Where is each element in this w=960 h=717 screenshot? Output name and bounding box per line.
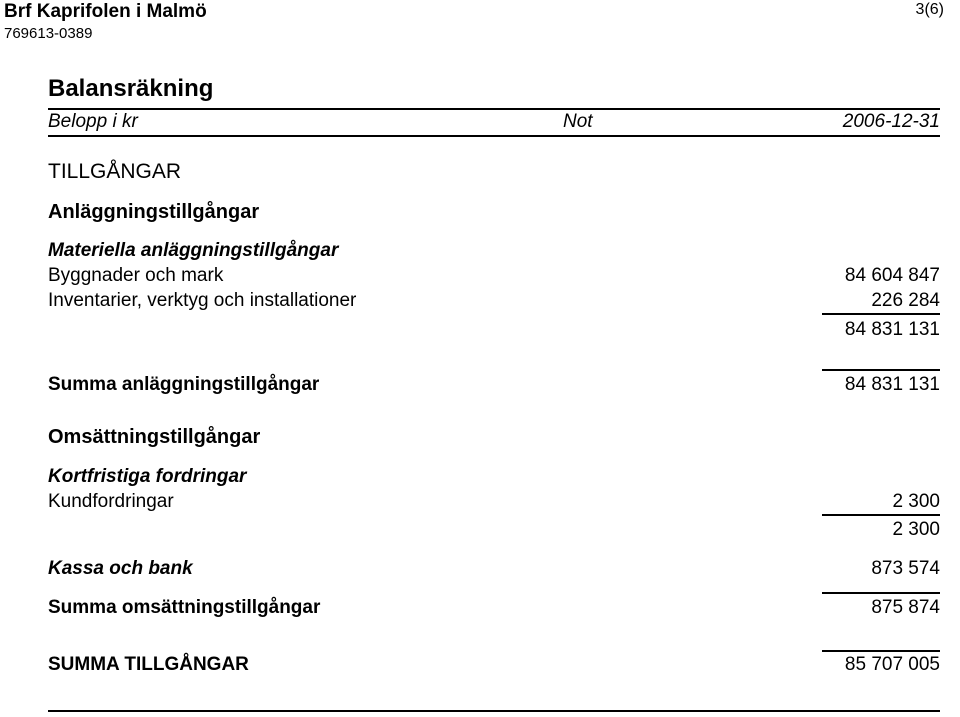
col-amount-label: Belopp i kr	[48, 111, 138, 132]
page-title: Balansräkning	[48, 75, 214, 102]
receivables-heading: Kortfristiga fordringar	[48, 466, 247, 487]
header-rule-top	[48, 108, 940, 110]
grand-total-label: SUMMA TILLGÅNGAR	[48, 654, 249, 675]
line-item-value: 226 284	[871, 290, 940, 311]
col-note-label: Not	[563, 111, 593, 132]
line-item-value: 84 604 847	[844, 265, 940, 286]
company-name: Brf Kaprifolen i Malmö	[4, 1, 207, 22]
org-number: 769613-0389	[4, 25, 93, 42]
bottom-rule	[48, 710, 940, 712]
header-rule-bottom	[48, 135, 940, 137]
total-rule	[822, 592, 940, 594]
line-item-label: Kundfordringar	[48, 491, 174, 512]
current-assets-heading: Omsättningstillgångar	[48, 426, 261, 448]
assets-heading: TILLGÅNGAR	[48, 160, 182, 183]
line-item-label: Inventarier, verktyg och installationer	[48, 290, 357, 311]
total-rule	[822, 369, 940, 371]
current-assets-total-label: Summa omsättningstillgångar	[48, 597, 321, 618]
page-number: 3(6)	[915, 1, 944, 18]
col-date-label: 2006-12-31	[842, 111, 940, 132]
tangible-subtotal: 84 831 131	[844, 319, 940, 340]
line-item-value: 2 300	[892, 491, 940, 512]
grand-total-value: 85 707 005	[844, 654, 940, 675]
subtotal-rule	[822, 313, 940, 315]
cash-label: Kassa och bank	[48, 558, 193, 579]
receivables-subtotal: 2 300	[892, 519, 940, 540]
tangible-assets-heading: Materiella anläggningstillgångar	[48, 240, 339, 261]
current-assets-total-value: 875 874	[871, 597, 940, 618]
fixed-assets-heading: Anläggningstillgångar	[48, 201, 260, 223]
fixed-assets-total-label: Summa anläggningstillgångar	[48, 374, 320, 395]
fixed-assets-total-value: 84 831 131	[844, 374, 940, 395]
subtotal-rule	[822, 514, 940, 516]
cash-value: 873 574	[871, 558, 940, 579]
line-item-label: Byggnader och mark	[48, 265, 224, 286]
grand-total-rule	[822, 650, 940, 652]
